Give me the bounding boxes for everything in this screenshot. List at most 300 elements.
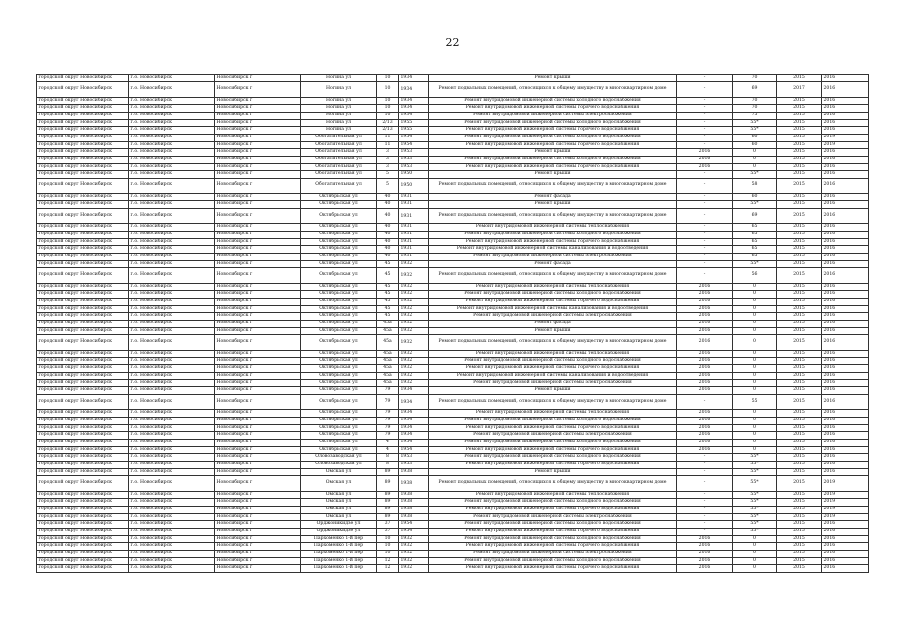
col9-cell: 69 (733, 82, 777, 98)
street-cell: Октябрьская ул (301, 283, 377, 290)
table-row (37, 469, 869, 476)
street-cell: Октябрьская ул (301, 439, 377, 446)
table-row (37, 535, 869, 542)
plan-end-cell: 2016 (822, 163, 869, 170)
col9-cell: 0 (733, 543, 777, 550)
col9-cell: 0 (733, 335, 777, 351)
table-row (37, 528, 869, 535)
street-cell: Октябрьская ул (301, 410, 377, 417)
work-type-cell: Ремонт внутридомовой инженерной системы теплоснабжения (429, 224, 677, 231)
locality-cell: Новосибирск г (215, 320, 301, 327)
col9-cell: 55* (733, 127, 777, 134)
plan-start-cell: 2015 (777, 550, 822, 557)
col8-cell: - (677, 231, 733, 238)
locality-cell: Новосибирск г (215, 432, 301, 439)
col9-cell: 69 (733, 208, 777, 224)
year-cell: 1954 (399, 447, 429, 454)
street-cell: Ногина ул (301, 112, 377, 119)
plan-end-cell: 2016 (822, 119, 869, 126)
locality-cell: Новосибирск г (215, 372, 301, 379)
street-cell: Октябрьская ул (301, 365, 377, 372)
plan-start-cell: 2015 (777, 283, 822, 290)
street-cell: Обогатительная ул (301, 178, 377, 194)
year-cell: 1932 (399, 557, 429, 564)
work-type-cell: Ремонт внутридомовой инженерной системы горячего водоснабжения (429, 506, 677, 513)
municipality-cell: городской округ Новосибирск (37, 425, 129, 432)
street-cell: Обогатительная ул (301, 156, 377, 163)
street-cell: Ногина ул (301, 127, 377, 134)
locality-cell: Новосибирск г (215, 156, 301, 163)
work-type-cell: Ремонт фасада (429, 194, 677, 201)
year-cell: 1931 (399, 253, 429, 260)
work-type-cell: Ремонт подвальных помещений, относящихся к общему имуществу в многоквартирном доме (429, 394, 677, 410)
street-cell: Октябрьская ул (301, 394, 377, 410)
table-row (37, 305, 869, 312)
settlement-cell: г.о. Новосибирск (129, 305, 215, 312)
year-cell: 1934 (399, 105, 429, 112)
house-cell: 11 (377, 134, 399, 141)
table-row (37, 239, 869, 246)
year-cell: 1938 (399, 499, 429, 506)
work-type-cell: Ремонт крыши (429, 387, 677, 394)
col9-cell: 65 (733, 231, 777, 238)
locality-cell: Новосибирск г (215, 313, 301, 320)
col8-cell: 2016 (677, 305, 733, 312)
table-body (37, 75, 869, 573)
work-type-cell: Ремонт внутридомовой инженерной системы горячего водоснабжения (429, 141, 677, 148)
col8-cell: - (677, 239, 733, 246)
col8-cell: - (677, 513, 733, 520)
settlement-cell: г.о. Новосибирск (129, 491, 215, 498)
street-cell: Обогатительная ул (301, 134, 377, 141)
house-cell: 10 (377, 75, 399, 82)
plan-start-cell: 2015 (777, 476, 822, 492)
street-cell: Октябрьская ул (301, 291, 377, 298)
street-cell: Ногина ул (301, 97, 377, 104)
table-row (37, 208, 869, 224)
locality-cell: Новосибирск г (215, 335, 301, 351)
house-cell: 8 (377, 461, 399, 468)
plan-start-cell: 2015 (777, 365, 822, 372)
plan-start-cell: 2015 (777, 291, 822, 298)
col9-cell: 65 (733, 246, 777, 253)
locality-cell: Новосибирск г (215, 134, 301, 141)
municipality-cell: городской округ Новосибирск (37, 513, 129, 520)
municipality-cell: городской округ Новосибирск (37, 105, 129, 112)
municipality-cell: городской округ Новосибирск (37, 246, 129, 253)
street-cell: Пархоменко 1-й пер (301, 565, 377, 572)
locality-cell: Новосибирск г (215, 141, 301, 148)
table-row (37, 372, 869, 379)
plan-start-cell: 2015 (777, 194, 822, 201)
work-type-cell: Ремонт внутридомовой инженерной системы электроснабжения (429, 432, 677, 439)
table-row (37, 313, 869, 320)
settlement-cell: г.о. Новосибирск (129, 432, 215, 439)
locality-cell: Новосибирск г (215, 112, 301, 119)
locality-cell: Новосибирск г (215, 521, 301, 528)
settlement-cell: г.о. Новосибирск (129, 253, 215, 260)
plan-end-cell: 2016 (822, 149, 869, 156)
street-cell: Пархоменко 1-й пер (301, 535, 377, 542)
table-row (37, 410, 869, 417)
table-row (37, 231, 869, 238)
col8-cell: - (677, 105, 733, 112)
work-type-cell: Ремонт подвальных помещений, относящихся к общему имуществу в многоквартирном доме (429, 82, 677, 98)
street-cell: Октябрьская ул (301, 432, 377, 439)
municipality-cell: городской округ Новосибирск (37, 372, 129, 379)
year-cell: 1934 (399, 410, 429, 417)
plan-start-cell: 2015 (777, 246, 822, 253)
col8-cell: - (677, 469, 733, 476)
plan-start-cell: 2015 (777, 239, 822, 246)
work-type-cell: Ремонт крыши (429, 327, 677, 334)
locality-cell: Новосибирск г (215, 380, 301, 387)
plan-start-cell: 2015 (777, 358, 822, 365)
year-cell: 1932 (399, 327, 429, 334)
work-type-cell: Ремонт внутридомовой инженерной системы горячего водоснабжения (429, 543, 677, 550)
table-row (37, 454, 869, 461)
street-cell: Октябрьская ул (301, 417, 377, 424)
plan-start-cell: 2015 (777, 425, 822, 432)
settlement-cell: г.о. Новосибирск (129, 75, 215, 82)
year-cell: 1954 (399, 439, 429, 446)
work-type-cell: Ремонт внутридомовой инженерной системы холодного водоснабжения (429, 358, 677, 365)
year-cell: 1932 (399, 358, 429, 365)
settlement-cell: г.о. Новосибирск (129, 201, 215, 208)
street-cell: Оловозаводская ул (301, 454, 377, 461)
street-cell: Обогатительная ул (301, 149, 377, 156)
col9-cell: 55* (733, 461, 777, 468)
plan-start-cell: 2015 (777, 557, 822, 564)
col9-cell: 0 (733, 327, 777, 334)
settlement-cell: г.о. Новосибирск (129, 194, 215, 201)
street-cell: Октябрьская ул (301, 305, 377, 312)
col8-cell: 2016 (677, 557, 733, 564)
table-row (37, 163, 869, 170)
work-type-cell: Ремонт внутридомовой инженерной системы горячего водоснабжения (429, 565, 677, 572)
settlement-cell: г.о. Новосибирск (129, 461, 215, 468)
work-type-cell: Ремонт крыши (429, 75, 677, 82)
house-cell: 10 (377, 550, 399, 557)
col9-cell: 65 (733, 224, 777, 231)
street-cell: Омская ул (301, 506, 377, 513)
col8-cell: - (677, 75, 733, 82)
settlement-cell: г.о. Новосибирск (129, 283, 215, 290)
plan-start-cell: 2015 (777, 491, 822, 498)
plan-start-cell: 2015 (777, 461, 822, 468)
municipality-cell: городской округ Новосибирск (37, 521, 129, 528)
plan-start-cell: 2015 (777, 410, 822, 417)
settlement-cell: г.о. Новосибирск (129, 543, 215, 550)
house-cell: 79 (377, 417, 399, 424)
col9-cell: 0 (733, 350, 777, 357)
house-cell: 89 (377, 491, 399, 498)
locality-cell: Новосибирск г (215, 350, 301, 357)
plan-start-cell: 2015 (777, 149, 822, 156)
col8-cell: - (677, 127, 733, 134)
col8-cell: - (677, 461, 733, 468)
locality-cell: Новосибирск г (215, 163, 301, 170)
locality-cell: Новосибирск г (215, 149, 301, 156)
table-row (37, 499, 869, 506)
settlement-cell: г.о. Новосибирск (129, 149, 215, 156)
work-type-cell: Ремонт внутридомовой инженерной системы теплоснабжения (429, 350, 677, 357)
year-cell: 1931 (399, 246, 429, 253)
table-row (37, 320, 869, 327)
street-cell: Пархоменко 1-й пер (301, 557, 377, 564)
col8-cell: - (677, 82, 733, 98)
col9-cell: 70 (733, 75, 777, 82)
municipality-cell: городской округ Новосибирск (37, 298, 129, 305)
plan-end-cell: 2019 (822, 506, 869, 513)
work-type-cell: Ремонт внутридомовой инженерной системы холодного водоснабжения (429, 291, 677, 298)
table-row (37, 394, 869, 410)
house-cell: 45 (377, 291, 399, 298)
year-cell: 1931 (399, 201, 429, 208)
street-cell: Обогатительная ул (301, 141, 377, 148)
table-row (37, 358, 869, 365)
plan-start-cell: 2015 (777, 105, 822, 112)
house-cell: 37 (377, 528, 399, 535)
col9-cell: 70 (733, 97, 777, 104)
col9-cell: 0 (733, 313, 777, 320)
municipality-cell: городской округ Новосибирск (37, 557, 129, 564)
year-cell: 1950 (399, 178, 429, 194)
municipality-cell: городской округ Новосибирск (37, 261, 129, 268)
settlement-cell: г.о. Новосибирск (129, 506, 215, 513)
col9-cell: 0 (733, 291, 777, 298)
col8-cell: - (677, 454, 733, 461)
settlement-cell: г.о. Новосибирск (129, 394, 215, 410)
locality-cell: Новосибирск г (215, 305, 301, 312)
street-cell: Омская ул (301, 491, 377, 498)
locality-cell: Новосибирск г (215, 246, 301, 253)
street-cell: Орджоникидзе ул (301, 521, 377, 528)
work-type-cell: Ремонт подвальных помещений, относящихся к общему имуществу в многоквартирном доме (429, 178, 677, 194)
col9-cell: 56 (733, 268, 777, 284)
locality-cell: Новосибирск г (215, 454, 301, 461)
plan-end-cell: 2016 (822, 201, 869, 208)
house-cell: 45а (377, 320, 399, 327)
year-cell: 1934 (399, 394, 429, 410)
plan-start-cell: 2015 (777, 268, 822, 284)
house-cell: 10 (377, 535, 399, 542)
year-cell: 1953 (399, 149, 429, 156)
work-type-cell: Ремонт внутридомовой инженерной системы горячего водоснабжения (429, 447, 677, 454)
col9-cell: 55* (733, 201, 777, 208)
locality-cell: Новосибирск г (215, 491, 301, 498)
settlement-cell: г.о. Новосибирск (129, 97, 215, 104)
plan-start-cell: 2015 (777, 499, 822, 506)
municipality-cell: городской округ Новосибирск (37, 491, 129, 498)
house-cell: 89 (377, 476, 399, 492)
plan-end-cell: 2016 (822, 550, 869, 557)
work-type-cell: Ремонт внутридомовой инженерной системы холодного водоснабжения (429, 231, 677, 238)
col8-cell: - (677, 394, 733, 410)
plan-end-cell: 2016 (822, 432, 869, 439)
table-row (37, 335, 869, 351)
work-type-cell: Ремонт внутридомовой инженерной системы электроснабжения (429, 513, 677, 520)
plan-end-cell: 2016 (822, 261, 869, 268)
plan-start-cell: 2015 (777, 208, 822, 224)
year-cell: 1932 (399, 350, 429, 357)
col9-cell: 55* (733, 171, 777, 178)
table-row (37, 268, 869, 284)
work-type-cell: Ремонт внутридомовой инженерной системы электроснабжения (429, 112, 677, 119)
house-cell: 45а (377, 335, 399, 351)
locality-cell: Новосибирск г (215, 417, 301, 424)
settlement-cell: г.о. Новосибирск (129, 410, 215, 417)
house-cell: 45 (377, 261, 399, 268)
plan-end-cell: 2016 (822, 417, 869, 424)
street-cell: Октябрьская ул (301, 313, 377, 320)
locality-cell: Новосибирск г (215, 283, 301, 290)
house-cell: 45 (377, 283, 399, 290)
table-row (37, 97, 869, 104)
col9-cell: 0 (733, 550, 777, 557)
work-type-cell: Ремонт внутридомовой инженерной системы холодного водоснабжения (429, 119, 677, 126)
municipality-cell: городской округ Новосибирск (37, 476, 129, 492)
settlement-cell: г.о. Новосибирск (129, 565, 215, 572)
locality-cell: Новосибирск г (215, 105, 301, 112)
col8-cell: - (677, 178, 733, 194)
municipality-cell: городской округ Новосибирск (37, 134, 129, 141)
work-type-cell: Ремонт внутридомовой инженерной системы холодного водоснабжения (429, 97, 677, 104)
year-cell: 1938 (399, 506, 429, 513)
municipality-cell: городской округ Новосибирск (37, 565, 129, 572)
municipality-cell: городской округ Новосибирск (37, 320, 129, 327)
work-type-cell: Ремонт внутридомовой инженерной системы теплоснабжения (429, 410, 677, 417)
col9-cell: 55* (733, 261, 777, 268)
settlement-cell: г.о. Новосибирск (129, 313, 215, 320)
locality-cell: Новосибирск г (215, 75, 301, 82)
house-cell: 79 (377, 432, 399, 439)
plan-end-cell: 2016 (822, 469, 869, 476)
locality-cell: Новосибирск г (215, 171, 301, 178)
house-cell: 79 (377, 394, 399, 410)
street-cell: Омская ул (301, 499, 377, 506)
year-cell: 1931 (399, 231, 429, 238)
work-type-cell: Ремонт внутридомовой инженерной системы горячего водоснабжения (429, 528, 677, 535)
col9-cell: 0 (733, 372, 777, 379)
plan-end-cell: 2019 (822, 476, 869, 492)
plan-start-cell: 2015 (777, 447, 822, 454)
house-cell: 5 (377, 171, 399, 178)
table-row (37, 246, 869, 253)
settlement-cell: г.о. Новосибирск (129, 141, 215, 148)
municipality-cell: городской округ Новосибирск (37, 506, 129, 513)
col9-cell: 60 (733, 141, 777, 148)
year-cell: 1931 (399, 224, 429, 231)
plan-end-cell: 2016 (822, 112, 869, 119)
table-row (37, 224, 869, 231)
col8-cell: - (677, 476, 733, 492)
locality-cell: Новосибирск г (215, 528, 301, 535)
plan-start-cell: 2015 (777, 261, 822, 268)
year-cell: 1953 (399, 454, 429, 461)
plan-end-cell: 2016 (822, 335, 869, 351)
year-cell: 1932 (399, 372, 429, 379)
locality-cell: Новосибирск г (215, 127, 301, 134)
col9-cell: 0 (733, 298, 777, 305)
work-type-cell: Ремонт внутридомовой инженерной системы теплоснабжения (429, 283, 677, 290)
settlement-cell: г.о. Новосибирск (129, 528, 215, 535)
year-cell: 1934 (399, 387, 429, 394)
plan-end-cell: 2016 (822, 372, 869, 379)
plan-start-cell: 2015 (777, 201, 822, 208)
year-cell: 1954 (399, 528, 429, 535)
col8-cell: - (677, 261, 733, 268)
col8-cell: 2016 (677, 320, 733, 327)
locality-cell: Новосибирск г (215, 550, 301, 557)
col9-cell: 55* (733, 506, 777, 513)
page-number: 22 (445, 36, 460, 49)
table-row (37, 327, 869, 334)
house-cell: 89 (377, 513, 399, 520)
plan-start-cell: 2015 (777, 320, 822, 327)
house-cell: 40 (377, 224, 399, 231)
table-row (37, 506, 869, 513)
year-cell: 1932 (399, 268, 429, 284)
locality-cell: Новосибирск г (215, 358, 301, 365)
locality-cell: Новосибирск г (215, 239, 301, 246)
plan-end-cell: 2019 (822, 499, 869, 506)
table-row (37, 141, 869, 148)
year-cell: 1938 (399, 469, 429, 476)
settlement-cell: г.о. Новосибирск (129, 469, 215, 476)
settlement-cell: г.о. Новосибирск (129, 239, 215, 246)
col9-cell: 55* (733, 119, 777, 126)
year-cell: 1953 (399, 163, 429, 170)
house-cell: 45а (377, 365, 399, 372)
settlement-cell: г.о. Новосибирск (129, 417, 215, 424)
year-cell: 1931 (399, 194, 429, 201)
table-row (37, 365, 869, 372)
house-cell: 40 (377, 246, 399, 253)
municipality-cell: городской округ Новосибирск (37, 156, 129, 163)
year-cell: 1932 (399, 291, 429, 298)
house-cell: 2/13 (377, 127, 399, 134)
settlement-cell: г.о. Новосибирск (129, 171, 215, 178)
year-cell: 1934 (399, 82, 429, 98)
col9-cell: 55* (733, 528, 777, 535)
settlement-cell: г.о. Новосибирск (129, 298, 215, 305)
col8-cell: 2016 (677, 313, 733, 320)
plan-end-cell: 2016 (822, 528, 869, 535)
locality-cell: Новосибирск г (215, 476, 301, 492)
locality-cell: Новосибирск г (215, 513, 301, 520)
year-cell: 1932 (399, 313, 429, 320)
table-row (37, 543, 869, 550)
locality-cell: Новосибирск г (215, 97, 301, 104)
settlement-cell: г.о. Новосибирск (129, 178, 215, 194)
plan-start-cell: 2015 (777, 327, 822, 334)
plan-end-cell: 2016 (822, 224, 869, 231)
house-cell: 79 (377, 387, 399, 394)
settlement-cell: г.о. Новосибирск (129, 268, 215, 284)
plan-end-cell: 2016 (822, 194, 869, 201)
locality-cell: Новосибирск г (215, 506, 301, 513)
repair-schedule-table (36, 74, 869, 573)
table-row (37, 557, 869, 564)
work-type-cell: Ремонт внутридомовой инженерной системы канализования и водоотведения (429, 305, 677, 312)
plan-start-cell: 2015 (777, 372, 822, 379)
locality-cell: Новосибирск г (215, 178, 301, 194)
work-type-cell: Ремонт подвальных помещений, относящихся к общему имуществу в многоквартирном доме (429, 335, 677, 351)
work-type-cell: Ремонт внутридомовой инженерной системы теплоснабжения (429, 491, 677, 498)
settlement-cell: г.о. Новосибирск (129, 454, 215, 461)
table-row (37, 112, 869, 119)
